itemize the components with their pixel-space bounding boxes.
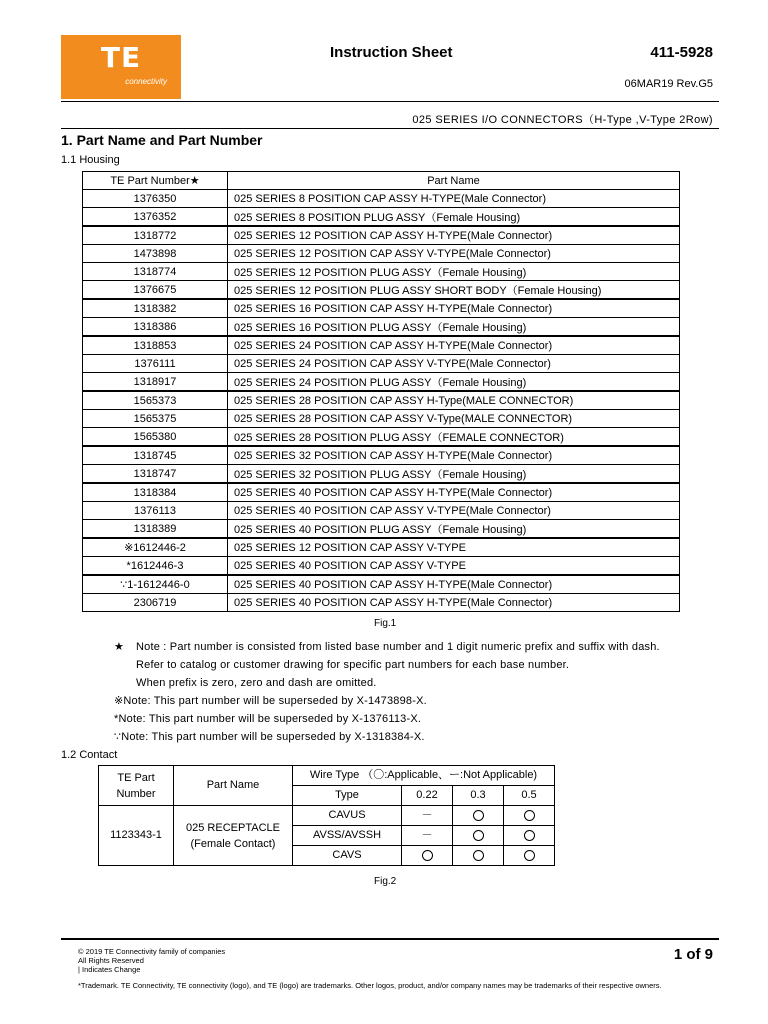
table-row	[83, 373, 680, 392]
doc-subtitle: 025 SERIES I/O CONNECTORS（H-Type ,V-Type 2Row)	[412, 114, 713, 126]
table-row	[83, 594, 680, 612]
logo-text: TE	[100, 41, 142, 74]
part-name-cell: 025 SERIES 8 POSITION CAP ASSY H-TYPE(Male Connector)	[228, 190, 680, 208]
part-name-cell: 025 SERIES 40 POSITION CAP ASSY H-TYPE(Male Connector)	[228, 575, 680, 594]
part-number-cell: 1376352	[83, 208, 228, 227]
note-line: Refer to catalog or customer drawing for specific part numbers for each base number.	[136, 659, 570, 671]
table-row	[83, 226, 680, 245]
part-name-cell: 025 SERIES 40 POSITION PLUG ASSY（Female Housing)	[228, 520, 680, 539]
table-row	[83, 446, 680, 465]
part-number-cell: 1565380	[83, 428, 228, 447]
subsection-contact: 1.2 Contact	[61, 749, 118, 761]
part-number-cell: 1318745	[83, 446, 228, 465]
table-row	[83, 245, 680, 263]
part-number-cell: 1565373	[83, 391, 228, 410]
table-row	[83, 465, 680, 484]
star-icon: ★	[114, 641, 125, 653]
part-name-cell: 025 SERIES 8 POSITION PLUG ASSY（Female Housing)	[228, 208, 680, 227]
doc-title: Instruction Sheet	[330, 44, 453, 61]
part-name-cell: 025 SERIES 24 POSITION PLUG ASSY（Female Housing)	[228, 373, 680, 392]
part-number-cell: 1318853	[83, 336, 228, 355]
copyright-line: © 2019 TE Connectivity family of companies	[78, 947, 226, 956]
part-number-cell: 1376350	[83, 190, 228, 208]
note-line: Note : Part number is consisted from listed base number and 1 digit numeric prefix and suffix with dash.	[136, 641, 660, 653]
copyright	[78, 947, 225, 974]
figure-caption: Fig.1	[374, 618, 397, 629]
col-type: Type	[293, 786, 402, 806]
circle-icon	[473, 850, 484, 861]
table-row	[83, 355, 680, 373]
table-row	[83, 410, 680, 428]
wire-type-name: CAVUS	[293, 806, 402, 826]
contact-table	[98, 765, 555, 866]
housing-table	[82, 171, 680, 612]
part-number-cell: ∵1-1612446-0	[83, 575, 228, 594]
dash-icon: －	[421, 829, 433, 841]
te-logo	[61, 35, 181, 99]
part-number-cell: 1376675	[83, 281, 228, 300]
table-row	[83, 520, 680, 539]
note-line: When prefix is zero, zero and dash are omitted.	[136, 677, 377, 689]
part-name-cell: 025 SERIES 12 POSITION CAP ASSY V-TYPE	[228, 538, 680, 557]
col-size: 0.22	[402, 786, 453, 806]
table-row	[83, 318, 680, 337]
wire-type-name: AVSS/AVSSH	[293, 826, 402, 846]
applicability-cell	[504, 806, 555, 826]
circle-icon	[473, 810, 484, 821]
part-number-cell: *1612446-3	[83, 557, 228, 576]
table-row	[83, 281, 680, 300]
table-row	[83, 391, 680, 410]
part-name-cell: 025 SERIES 28 POSITION CAP ASSY V-Type(MALE CONNECTOR)	[228, 410, 680, 428]
part-name-cell: 025 SERIES 16 POSITION PLUG ASSY（Female Housing)	[228, 318, 680, 337]
table-row	[83, 483, 680, 502]
table-row	[83, 190, 680, 208]
section-heading: 1. Part Name and Part Number	[61, 132, 263, 148]
footer-divider	[61, 938, 719, 940]
header-divider	[61, 101, 719, 102]
part-number-cell: ※1612446-2	[83, 538, 228, 557]
part-name-cell: 025 SERIES 40 POSITION CAP ASSY H-TYPE(Male Connector)	[228, 483, 680, 502]
part-number-cell: 1318747	[83, 465, 228, 484]
wire-type-name: CAVS	[293, 846, 402, 866]
part-name-cell: 025 SERIES 32 POSITION PLUG ASSY（Female Housing)	[228, 465, 680, 484]
part-number-cell: 1318389	[83, 520, 228, 539]
part-name-cell: 025 SERIES 24 POSITION CAP ASSY V-TYPE(Male Connector)	[228, 355, 680, 373]
part-number-cell: 1473898	[83, 245, 228, 263]
table-row	[83, 538, 680, 557]
notes-block	[114, 638, 660, 746]
applicability-cell	[402, 806, 453, 826]
col-part-name: Part Name	[174, 766, 293, 806]
circle-icon	[524, 850, 535, 861]
part-number-cell: 1376113	[83, 502, 228, 520]
trademark-notice: *Trademark. TE Connectivity, TE connectivity (logo), and TE (logo) are trademarks. Other logos, product, and/or company names may be trademarks of their respective owners.	[78, 981, 662, 990]
part-name-cell: 025 SERIES 16 POSITION CAP ASSY H-TYPE(Male Connector)	[228, 299, 680, 318]
part-name-cell: 025 SERIES 12 POSITION CAP ASSY H-TYPE(Male Connector)	[228, 226, 680, 245]
contact-part-name: 025 RECEPTACLE (Female Contact)	[174, 806, 293, 866]
part-number-cell: 1318774	[83, 263, 228, 281]
part-number-cell: 1318382	[83, 299, 228, 318]
contact-part-number: 1123343-1	[99, 806, 174, 866]
part-name-cell: 025 SERIES 12 POSITION CAP ASSY V-TYPE(Male Connector)	[228, 245, 680, 263]
subsection-housing: 1.1 Housing	[61, 154, 120, 166]
table-row	[83, 208, 680, 227]
col-size: 0.5	[504, 786, 555, 806]
dash-icon: －	[421, 809, 433, 821]
doc-date-revision: 06MAR19 Rev.G5	[624, 78, 713, 90]
page-number: 1 of 9	[673, 946, 713, 963]
col-te-part-number: TE Part Number★	[83, 172, 228, 190]
part-number-cell: 1318772	[83, 226, 228, 245]
copyright-line: All Rights Reserved	[78, 956, 144, 965]
col-size: 0.3	[453, 786, 504, 806]
table-row	[83, 502, 680, 520]
table-row	[83, 263, 680, 281]
table-row	[83, 336, 680, 355]
housing-table-header	[83, 172, 680, 190]
part-number-cell: 1318386	[83, 318, 228, 337]
part-number-cell: 1318917	[83, 373, 228, 392]
note-line: *Note: This part number will be superseded by X-1376113-X.	[114, 713, 422, 725]
part-name-cell: 025 SERIES 12 POSITION PLUG ASSY（Female Housing)	[228, 263, 680, 281]
part-name-cell: 025 SERIES 12 POSITION PLUG ASSY SHORT BODY（Female Housing)	[228, 281, 680, 300]
part-name-cell: 025 SERIES 28 POSITION PLUG ASSY（FEMALE CONNECTOR)	[228, 428, 680, 447]
part-name-cell: 025 SERIES 28 POSITION CAP ASSY H-Type(MALE CONNECTOR)	[228, 391, 680, 410]
table-row	[83, 557, 680, 576]
col-part-name: Part Name	[228, 172, 680, 190]
part-name-cell: 025 SERIES 40 POSITION CAP ASSY V-TYPE	[228, 557, 680, 576]
circle-icon	[524, 810, 535, 821]
part-number-cell: 2306719	[83, 594, 228, 612]
circle-icon	[422, 850, 433, 861]
part-number-cell: 1376111	[83, 355, 228, 373]
note-line: ∵Note: This part number will be superseded by X-1318384-X.	[114, 731, 425, 743]
applicability-cell	[402, 846, 453, 866]
part-name-cell: 025 SERIES 40 POSITION CAP ASSY V-TYPE(Male Connector)	[228, 502, 680, 520]
table-row	[83, 428, 680, 447]
applicability-cell	[504, 846, 555, 866]
logo-subtext: connectivity	[125, 77, 167, 86]
applicability-cell	[504, 826, 555, 846]
table-row	[83, 299, 680, 318]
copyright-line: | Indicates Change	[78, 965, 141, 974]
applicability-cell	[453, 846, 504, 866]
applicability-cell	[453, 826, 504, 846]
circle-icon	[524, 830, 535, 841]
part-name-cell: 025 SERIES 24 POSITION CAP ASSY H-TYPE(Male Connector)	[228, 336, 680, 355]
note-line: ※Note: This part number will be superseded by X-1473898-X.	[114, 695, 427, 707]
col-wire-type: Wire Type （〇:Applicable、ー:Not Applicable)	[293, 766, 555, 786]
part-name-cell: 025 SERIES 40 POSITION CAP ASSY H-TYPE(Male Connector)	[228, 594, 680, 612]
table-row	[83, 575, 680, 594]
doc-number: 411-5928	[650, 44, 713, 61]
part-number-cell: 1565375	[83, 410, 228, 428]
part-number-cell: 1318384	[83, 483, 228, 502]
subtitle-divider	[61, 128, 719, 129]
col-te-part-number: TE Part Number	[99, 766, 174, 806]
circle-icon	[473, 830, 484, 841]
part-name-cell: 025 SERIES 32 POSITION CAP ASSY H-TYPE(Male Connector)	[228, 446, 680, 465]
applicability-cell	[402, 826, 453, 846]
applicability-cell	[453, 806, 504, 826]
figure-caption: Fig.2	[374, 876, 397, 887]
